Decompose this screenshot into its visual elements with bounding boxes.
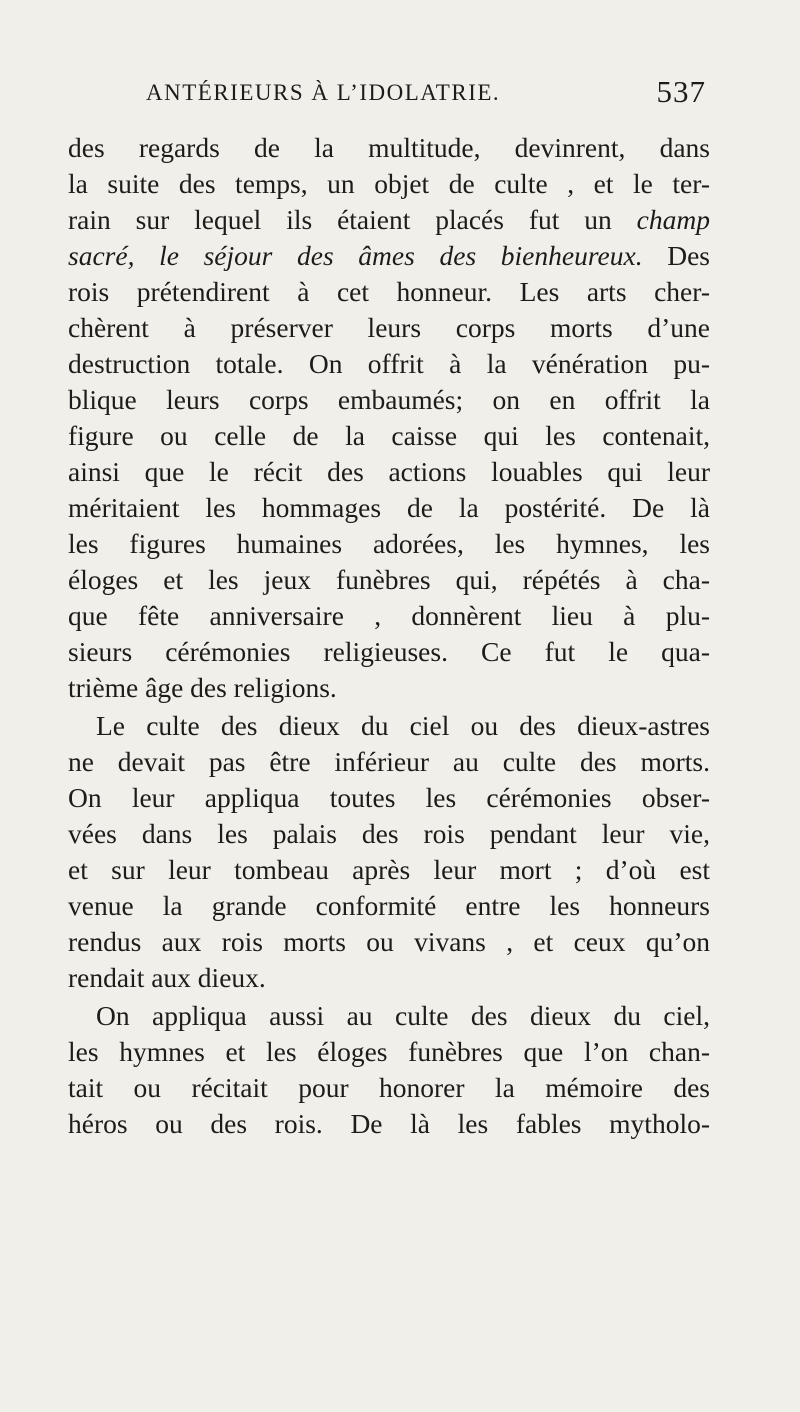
line-text: figure ou celle de la caisse qui les contenait, bbox=[68, 420, 710, 451]
text-line bbox=[68, 382, 710, 422]
line-text: rois prétendirent à cet honneur. Les arts cher- bbox=[68, 276, 710, 307]
line-text: vées dans les palais des rois pendant leur vie, bbox=[68, 818, 710, 849]
text-line bbox=[68, 852, 710, 892]
line-text: les hymnes et les éloges funèbres que l’on chan- bbox=[68, 1036, 710, 1067]
line-text: éloges et les jeux funèbres qui, répétés à cha- bbox=[68, 564, 710, 595]
paragraph-end-line bbox=[68, 960, 710, 1000]
line-text: et sur leur tombeau après leur mort ; d’où est bbox=[68, 854, 710, 885]
text-line bbox=[68, 888, 710, 928]
paragraph-end-line bbox=[68, 670, 710, 710]
text-line bbox=[68, 526, 710, 566]
line-text: héros ou des rois. De là les fables mytholo- bbox=[68, 1108, 710, 1139]
line-text: chèrent à préserver leurs corps morts d’une bbox=[68, 312, 710, 343]
running-title: ANTÉRIEURS À L’IDOLATRIE. bbox=[146, 80, 501, 105]
line-text: destruction totale. On offrit à la vénération pu- bbox=[68, 348, 710, 379]
text-line bbox=[68, 780, 710, 820]
text-line bbox=[68, 924, 710, 964]
text-line bbox=[68, 634, 710, 674]
text-line bbox=[68, 418, 710, 458]
text-line bbox=[68, 130, 710, 170]
line-text: la suite des temps, un objet de culte , et le ter- bbox=[68, 168, 710, 199]
text-line bbox=[68, 598, 710, 638]
line-text: méritaient les hommages de la postérité. De là bbox=[68, 492, 710, 523]
line-text: On appliqua aussi au culte des dieux du ciel, bbox=[96, 1000, 710, 1031]
text-line bbox=[68, 816, 710, 856]
paragraph-first-line bbox=[96, 998, 710, 1038]
text-line bbox=[68, 202, 710, 242]
text-line bbox=[68, 310, 710, 350]
page-number: 537 bbox=[656, 74, 706, 109]
line-text: tait ou récitait pour honorer la mémoire des bbox=[68, 1072, 710, 1103]
line-text: Des bbox=[642, 240, 710, 271]
line-text: ainsi que le récit des actions louables qui leur bbox=[68, 456, 710, 487]
line-text: ne devait pas être inférieur au culte des morts. bbox=[68, 746, 710, 777]
text-line bbox=[68, 454, 710, 494]
text-line bbox=[68, 490, 710, 530]
text-line bbox=[68, 238, 710, 278]
line-text: rendus aux rois morts ou vivans , et ceux qu’on bbox=[68, 926, 710, 957]
running-header bbox=[146, 72, 706, 112]
text-line bbox=[68, 1106, 710, 1146]
text-line bbox=[68, 1034, 710, 1074]
line-text: Le culte des dieux du ciel ou des dieux-astres bbox=[96, 710, 710, 741]
text-line bbox=[68, 1070, 710, 1110]
line-text: que fête anniversaire , donnèrent lieu à plu- bbox=[68, 600, 710, 631]
line-text: rendait aux dieux. bbox=[68, 962, 266, 993]
text-line bbox=[68, 166, 710, 206]
italic-text: sacré, le séjour des âmes des bienheureux. bbox=[68, 240, 643, 271]
line-text: rain sur lequel ils étaient placés fut un bbox=[68, 204, 637, 235]
line-text: sieurs cérémonies religieuses. Ce fut le qua- bbox=[68, 636, 710, 667]
line-text: les figures humaines adorées, les hymnes, les bbox=[68, 528, 710, 559]
text-line bbox=[68, 562, 710, 602]
line-text: blique leurs corps embaumés; on en offrit la bbox=[68, 384, 710, 415]
text-line bbox=[68, 744, 710, 784]
text-line bbox=[68, 274, 710, 314]
line-text: On leur appliqua toutes les cérémonies obser- bbox=[68, 782, 710, 813]
paragraph-first-line bbox=[96, 708, 710, 748]
italic-text: champ bbox=[636, 204, 710, 235]
line-text: venue la grande conformité entre les honneurs bbox=[68, 890, 710, 921]
line-text: trième âge des religions. bbox=[68, 672, 337, 703]
line-text: des regards de la multitude, devinrent, dans bbox=[68, 132, 710, 163]
text-line bbox=[68, 346, 710, 386]
